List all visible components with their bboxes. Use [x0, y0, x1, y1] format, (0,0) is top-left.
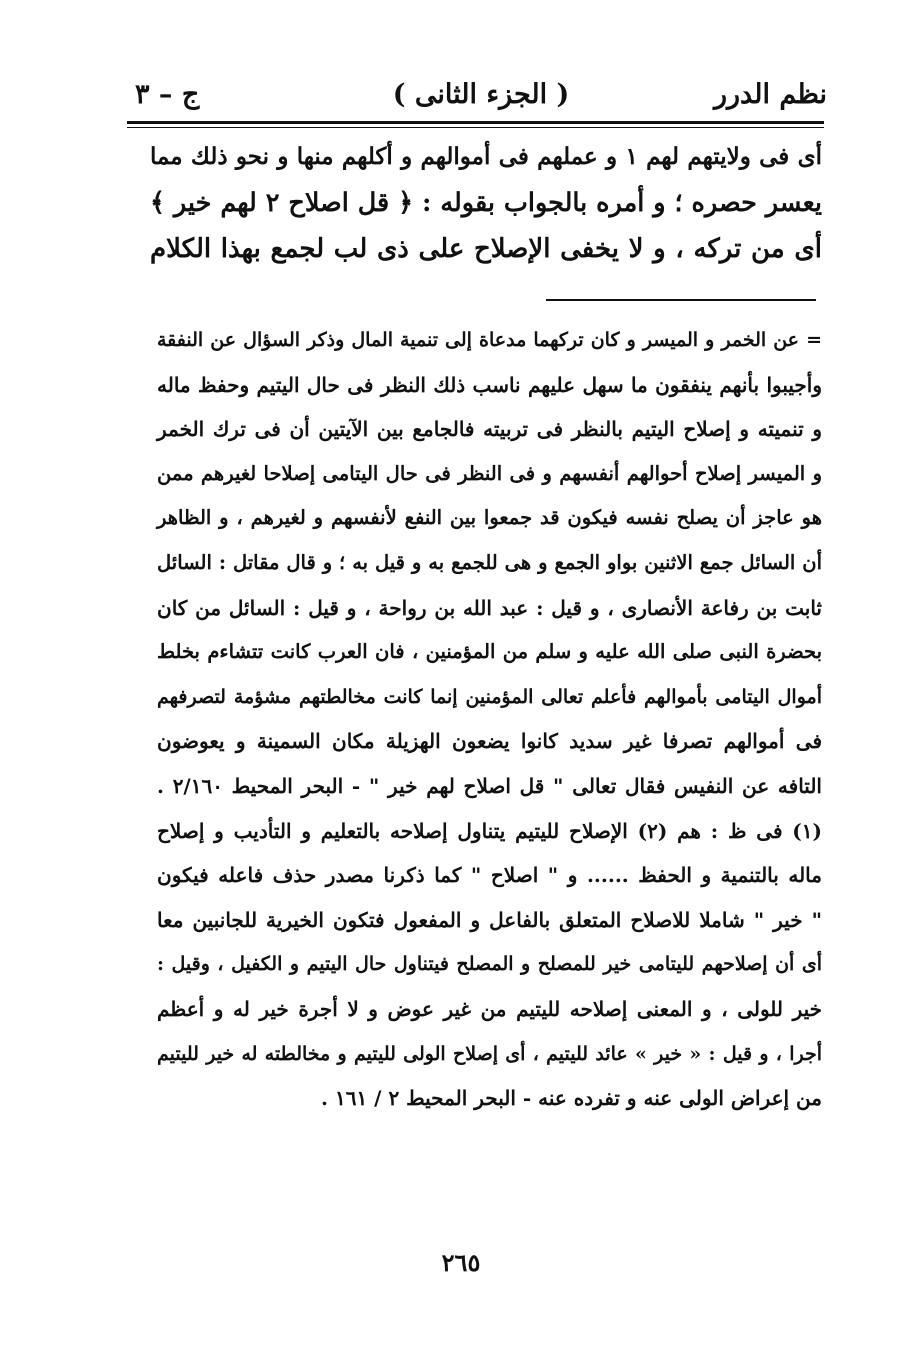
footnote-line: ثابت بن رفاعة الأنصارى ، و قيل : عبد الله بن رواحة ، و قيل : السائل من كان — [157, 595, 822, 620]
footnote-line: فى أموالهم تصرفا غير سديد كانوا يضعون الهزيلة مكان السمينة و يعوضون — [157, 729, 823, 754]
part-label: ( الجزء الثانى ) — [392, 78, 570, 110]
footnote-line: أجرا ، و قيل : « خير » عائد لليتيم ، أى إصلاح الولى لليتيم و مخالطته له خير لليتيم — [157, 1042, 822, 1065]
footnote-line: أموال اليتامى بأموالهم فأعلم تعالى المؤمنين إنما كانت مخالطتهم مشؤمة لتصرفهم — [157, 685, 822, 708]
footnote-line: بحضرة النبى صلى الله عليه و سلم من المؤمنين ، فان العرب كانت تتشاءم بخلط — [157, 640, 822, 664]
footnote-line: (١) فى ظ : هم (٢) الإصلاح لليتيم يتناول إصلاحه بالتعليم و التأديب و إصلاح — [157, 818, 822, 843]
footnote-line: ماله بالتنمية و الحفظ ...... و " اصلاح " كما ذكرنا مصدر حذف فاعله فيكون — [157, 863, 822, 888]
footnote-line: وأجيبوا بأنهم ينفقون ما سهل عليهم ناسب ذلك النظر فى حال اليتيم وحفظ ماله — [157, 372, 822, 397]
running-header — [135, 70, 827, 118]
main-line: أى من تركه ، و لا يخفى الإصلاح على ذى لب لجمع بهذا الكلام — [150, 234, 822, 264]
volume-label: ج – ٣ — [135, 78, 200, 110]
footnote-line: التافه عن النفيس فقال تعالى " قل اصلاح لهم خير " - البحر المحيط ٢/١٦٠ . — [157, 773, 822, 798]
footnote-line: من إعراض الولى عنه و تفرده عنه - البحر المحيط ٢ / ١٦١ . — [321, 1086, 822, 1111]
footnote-line: و الميسر إصلاح أحوالهم أنفسهم و فى النظر فى حال اليتامى إصلاحا لغيرهم ممن — [157, 461, 822, 485]
footnote-line: هو عاجز أن يصلح نفسه فيكون قد جمعوا بين النفع لأنفسهم و لغيرهم ، و الظاهر — [157, 506, 822, 530]
main-line: يعسر حصره ؛ و أمره بالجواب بقوله : ﴿ قل اصلاح ٢ لهم خير ﴾ — [150, 188, 822, 218]
footnote-line: أى أن إصلاحهم لليتامى خير للمصلح و المصلح فيتناول حال اليتيم و الكفيل ، وقيل : — [157, 953, 822, 976]
main-line: أى فى ولايتهم لهم ١ و عملهم فى أموالهم و أكلهم منها و نحو ذلك مما — [150, 143, 822, 170]
header-rule-thick — [127, 121, 824, 124]
book-title: نظم الدرر — [713, 78, 827, 110]
footnote-line: و تنميته و إصلاح اليتيم بالنظر فى تربيته فالجامع بين الآيتين أن فى ترك الخمر — [157, 417, 822, 442]
footnotes — [157, 318, 822, 1121]
main-text — [150, 134, 822, 272]
footnote-line: خير للولى ، و المعنى إصلاحه لليتيم من غير عوض و لا أجرة خير له و أعظم — [157, 996, 822, 1021]
page-number: ٢٦٥ — [441, 1248, 481, 1277]
footnote-separator — [546, 299, 816, 301]
header-rule-thin — [127, 127, 824, 128]
footnote-line: " خير " شاملا للاصلاح المتعلق بالفاعل و المفعول فتكون الخيرية للجانبين معا — [157, 907, 822, 932]
footnote-line: أن السائل جمع الاثنين بواو الجمع و هى للجمع به و قيل به ؛ و قال مقاتل : السائل — [157, 550, 822, 574]
footnote-line: = عن الخمر و الميسر و كان تركهما مدعاة إلى تنمية المال وذكر السؤال عن النفقة — [157, 329, 822, 351]
